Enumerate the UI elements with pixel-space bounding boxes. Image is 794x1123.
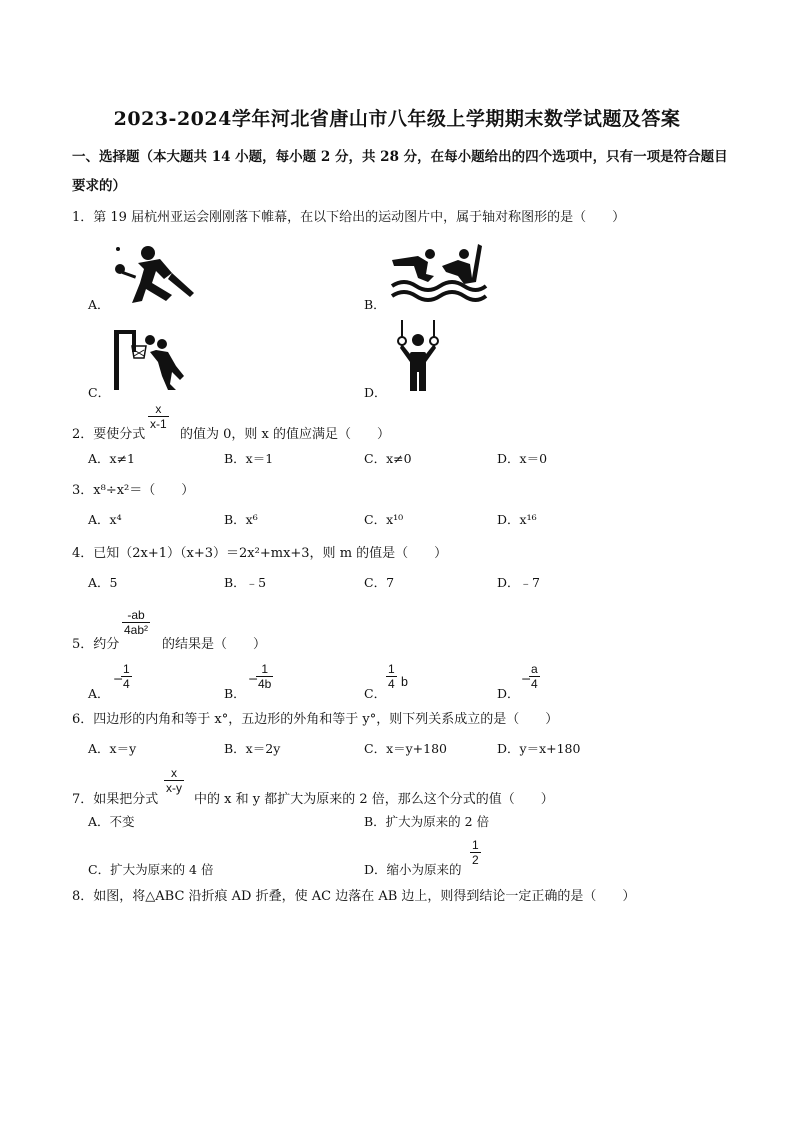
q3-option-d[interactable]: D．x¹⁶ bbox=[497, 512, 537, 527]
q5-option-a-numerator: 1 bbox=[123, 662, 130, 676]
q5-option-d-sign: − bbox=[521, 671, 532, 686]
question-2-stem-pre: 2．要使分式 bbox=[72, 427, 146, 442]
q5-fraction-numerator: -ab bbox=[127, 608, 145, 622]
q5-option-a-label[interactable]: A． bbox=[88, 686, 110, 701]
q3-option-a[interactable]: A．x⁴ bbox=[88, 512, 122, 527]
q1-option-c-label[interactable]: C． bbox=[88, 385, 111, 400]
q1-option-a-label[interactable]: A． bbox=[88, 297, 110, 312]
q5-option-d-label[interactable]: D． bbox=[497, 686, 520, 701]
q7-option-d-fraction[interactable] bbox=[470, 838, 481, 867]
q1-option-d-label[interactable]: D． bbox=[364, 385, 387, 400]
q4-option-b[interactable]: B．﹣5 bbox=[224, 575, 267, 590]
q6-option-a[interactable]: A．x＝y bbox=[88, 741, 137, 756]
q7-fraction-numerator: x bbox=[171, 766, 177, 780]
page-title: 2023-2024学年河北省唐山市八年级上学期期末数学试题及答案 bbox=[113, 108, 681, 130]
synchronized-swimming-icon bbox=[388, 240, 488, 304]
q5-option-b-fraction[interactable] bbox=[256, 662, 273, 691]
question-4-stem: 4．已知（2x+1）（x+3）＝2x²+mx+3，则 m 的值是（ ） bbox=[72, 546, 448, 561]
q5-option-a-denominator: 4 bbox=[123, 677, 130, 691]
q5-option-c-numerator: 1 bbox=[388, 662, 395, 676]
q2-option-c[interactable]: C．x≠0 bbox=[364, 451, 412, 466]
q5-fraction bbox=[122, 608, 150, 637]
q5-option-c-fraction[interactable] bbox=[386, 662, 397, 691]
q4-option-c[interactable]: C．7 bbox=[364, 575, 395, 590]
table-tennis-icon bbox=[110, 243, 200, 305]
q3-option-c[interactable]: C．x¹⁰ bbox=[364, 512, 404, 527]
q2-fraction bbox=[148, 402, 169, 431]
q1-option-b-label[interactable]: B． bbox=[364, 297, 386, 312]
question-5-stem-pre: 5．约分 bbox=[72, 637, 120, 652]
q5-option-d-denominator: 4 bbox=[531, 677, 538, 691]
q7-option-b[interactable]: B．扩大为原来的 2 倍 bbox=[364, 814, 490, 829]
q7-option-d[interactable]: D．缩小为原来的 bbox=[364, 862, 462, 877]
question-1-stem: 1．第 19 届杭州亚运会刚刚落下帷幕，在以下给出的运动图片中，属于轴对称图形的是（ ） bbox=[72, 210, 626, 225]
q7-option-d-denominator: 2 bbox=[472, 853, 479, 867]
question-5-stem-post: 的结果是（ ） bbox=[162, 637, 267, 652]
q5-option-c-tail: b bbox=[401, 675, 408, 689]
q3-option-b[interactable]: B．x⁶ bbox=[224, 512, 258, 527]
q5-option-b-denominator: 4b bbox=[258, 677, 272, 691]
q5-option-b-label[interactable]: B． bbox=[224, 686, 246, 701]
q2-option-b[interactable]: B．x＝1 bbox=[224, 451, 274, 466]
q5-fraction-denominator: 4ab² bbox=[124, 623, 149, 637]
q2-option-a[interactable]: A．x≠1 bbox=[88, 451, 136, 466]
q7-fraction-denominator: x-y bbox=[166, 781, 182, 795]
q7-fraction bbox=[164, 766, 184, 795]
q7-option-c[interactable]: C．扩大为原来的 4 倍 bbox=[88, 862, 214, 877]
q4-option-a[interactable]: A．5 bbox=[88, 575, 118, 590]
q5-option-b-numerator: 1 bbox=[261, 662, 269, 676]
q5-option-b-sign: − bbox=[248, 671, 259, 686]
q6-option-d[interactable]: D．y＝x+180 bbox=[497, 741, 581, 756]
q5-option-c-label[interactable]: C． bbox=[364, 686, 387, 701]
question-7-stem-post: 中的 x 和 y 都扩大为原来的 2 倍，那么这个分式的值（ ） bbox=[194, 792, 554, 807]
basketball-dunk-icon bbox=[110, 326, 190, 392]
question-8-stem: 8．如图，将△ABC 沿折痕 AD 折叠，使 AC 边落在 AB 边上，则得到结论一定正确的是（ ） bbox=[72, 889, 636, 904]
q7-option-d-numerator: 1 bbox=[472, 838, 479, 852]
rings-gymnast-icon bbox=[390, 318, 446, 392]
question-6-stem: 6．四边形的内角和等于 x°，五边形的外角和等于 y°，则下列关系成立的是（ ） bbox=[72, 712, 559, 727]
question-3-stem: 3．x⁸÷x²＝（ ） bbox=[72, 483, 195, 498]
q5-option-c-denominator: 4 bbox=[388, 677, 395, 691]
question-7-stem-pre: 7．如果把分式 bbox=[72, 792, 159, 807]
q2-fraction-denominator: x-1 bbox=[150, 417, 167, 431]
q6-option-c[interactable]: C．x＝y+180 bbox=[364, 741, 448, 756]
q6-option-b[interactable]: B．x＝2y bbox=[224, 741, 281, 756]
q2-fraction-numerator: x bbox=[155, 402, 162, 416]
q5-option-a-fraction[interactable] bbox=[121, 662, 132, 691]
q5-option-d-fraction[interactable] bbox=[529, 662, 540, 691]
q5-option-a-sign: − bbox=[113, 671, 124, 686]
question-2-stem-post: 的值为 0，则 x 的值应满足（ ） bbox=[180, 427, 390, 442]
q7-option-a[interactable]: A．不变 bbox=[88, 814, 135, 829]
q2-option-d[interactable]: D．x＝0 bbox=[497, 451, 548, 466]
q4-option-d[interactable]: D．﹣7 bbox=[497, 575, 540, 590]
q5-option-d-numerator: a bbox=[531, 662, 538, 676]
section-heading: 一、选择题（本大题共 14 小题，每小题 2 分，共 28 分，在每小题给出的四个选项中，只有一项是符合题目要求的） bbox=[72, 149, 728, 194]
